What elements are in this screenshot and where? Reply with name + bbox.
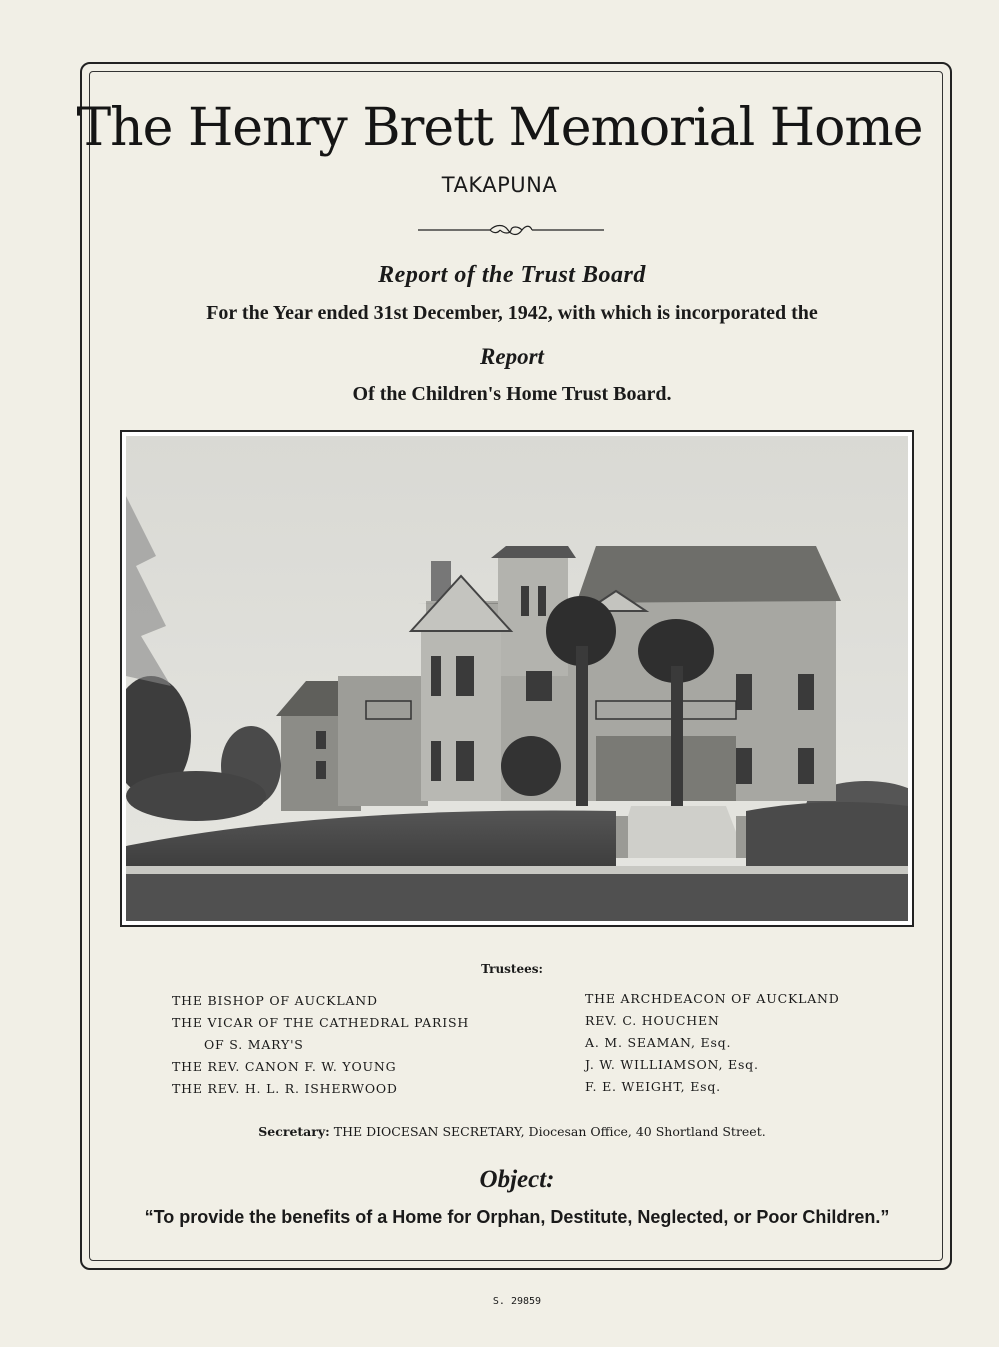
report-title: Report of the Trust Board (378, 262, 646, 288)
trustees-heading: Trustees: (481, 962, 543, 976)
trustee-item: THE BISHOP OF AUCKLAND (172, 993, 378, 1008)
childrens-home-line: Of the Children's Home Trust Board. (352, 383, 672, 405)
object-heading: Object: (479, 1166, 555, 1193)
trustee-item: THE ARCHDEACON OF AUCKLAND (585, 991, 840, 1006)
trustee-item: THE REV. CANON F. W. YOUNG (172, 1059, 397, 1074)
location-subtitle: TAKAPUNA (441, 173, 558, 197)
trustee-item: REV. C. HOUCHEN (585, 1013, 720, 1028)
year-statement: For the Year ended 31st December, 1942, with which is incorporated the (206, 302, 818, 324)
memorial-home-illustration (126, 436, 908, 921)
object-statement: “To provide the benefits of a Home for Orphan, Destitute, Neglected, or Poor Children.” (144, 1207, 890, 1227)
trustee-item: OF S. MARY'S (204, 1037, 304, 1052)
trustee-item: F. E. WEIGHT, Esq. (585, 1079, 721, 1094)
report-heading: Report (480, 344, 544, 369)
trustees-list-left (172, 990, 469, 1100)
print-code: S. 29859 (492, 1296, 542, 1307)
trustee-item: THE VICAR OF THE CATHEDRAL PARISH (172, 1015, 470, 1030)
secretary-label: Secretary: (258, 1124, 330, 1139)
page-title: The Henry Brett Memorial Home (76, 98, 923, 158)
house-photograph (120, 430, 914, 927)
trustee-item: A. M. SEAMAN, Esq. (585, 1035, 732, 1050)
ornament-divider (418, 222, 604, 238)
trustees-list-right (585, 988, 840, 1098)
trustee-item: J. W. WILLIAMSON, Esq. (585, 1057, 759, 1072)
secretary-line (0, 1124, 999, 1139)
trustee-item: THE REV. H. L. R. ISHERWOOD (172, 1081, 398, 1096)
secretary-text: THE DIOCESAN SECRETARY, Diocesan Office, 40 Shortland Street. (333, 1124, 766, 1139)
